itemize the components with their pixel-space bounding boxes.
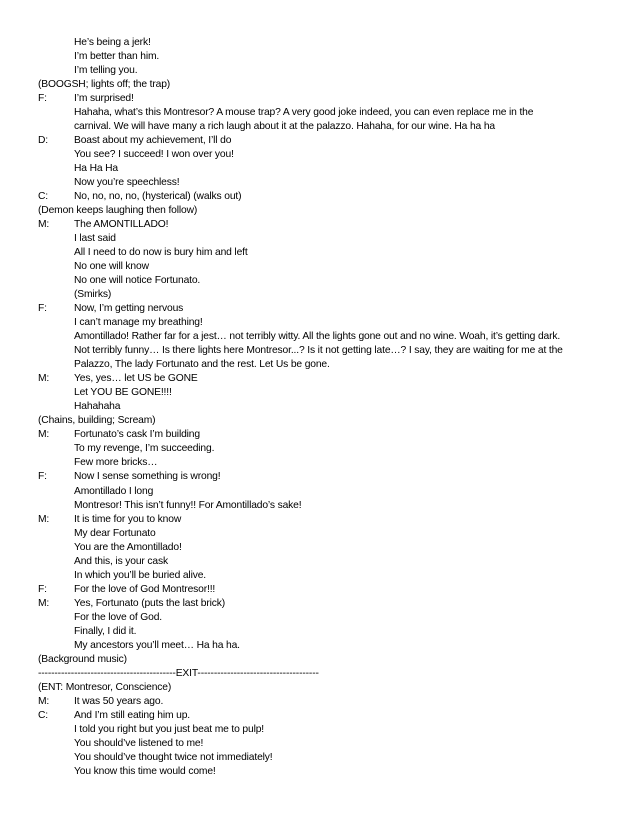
dialogue-text: You should’ve listened to me! — [74, 737, 204, 749]
script-line — [38, 555, 618, 569]
dialogue-text: Let YOU BE GONE!!!! — [74, 387, 172, 399]
stage-direction: (BOOGSH; lights off; the trap) — [38, 79, 171, 91]
stage-direction: (Demon keeps laughing then follow) — [38, 205, 198, 217]
script-line — [38, 64, 618, 78]
script-line — [38, 428, 618, 442]
script-line — [38, 470, 618, 484]
script-line — [38, 78, 618, 92]
script-line — [38, 611, 618, 625]
dialogue-text: For the love of God Montresor!!! — [74, 583, 216, 595]
script-line — [38, 302, 618, 316]
script-line — [38, 288, 618, 302]
script-line — [38, 246, 618, 260]
dialogue-text: It is time for you to know — [74, 513, 182, 525]
dialogue-text: Yes, yes… let US be GONE — [74, 373, 198, 385]
script-line — [38, 513, 618, 527]
stage-direction: ------------------------------------------EXIT------------------------------------- — [38, 667, 319, 679]
dialogue-text: I last said — [74, 233, 116, 245]
dialogue-text: Amontillado I long — [74, 485, 154, 497]
dialogue-text: Fortunato’s cask I’m building — [74, 429, 200, 441]
speaker-label: M: — [38, 513, 50, 525]
script-line — [38, 120, 618, 134]
dialogue-text: My ancestors you’ll meet… Ha ha ha. — [74, 639, 240, 651]
stage-direction: (ENT: Montresor, Conscience) — [38, 681, 172, 693]
dialogue-text: Few more bricks… — [74, 457, 158, 469]
dialogue-text: All I need to do now is bury him and left — [74, 247, 248, 259]
dialogue-text: Yes, Fortunato (puts the last brick) — [74, 597, 226, 609]
script-line — [38, 232, 618, 246]
script-line — [38, 106, 618, 120]
dialogue-text: Boast about my achievement, I’ll do — [74, 135, 232, 147]
script-line — [38, 190, 618, 204]
script-line — [38, 330, 618, 344]
dialogue-text: Now I sense something is wrong! — [74, 471, 221, 483]
script-line — [38, 358, 618, 372]
dialogue-text: The AMONTILLADO! — [74, 219, 169, 231]
dialogue-text: Now you’re speechless! — [74, 177, 180, 189]
script-line — [38, 639, 618, 653]
dialogue-text: (Smirks) — [74, 289, 112, 301]
dialogue-text: I’m surprised! — [74, 93, 134, 105]
speaker-label: F: — [38, 583, 47, 595]
dialogue-text: You are the Amontillado! — [74, 541, 182, 553]
script-line — [38, 597, 618, 611]
dialogue-text: Now, I’m getting nervous — [74, 303, 184, 315]
script-line — [38, 134, 618, 148]
script-line — [38, 751, 618, 765]
dialogue-text: Hahahaha — [74, 401, 121, 413]
script-line — [38, 274, 618, 288]
script-line — [38, 541, 618, 555]
dialogue-text: Amontillado! Rather far for a jest… not terribly witty. All the lights gone out and no wine. Woah, it’s getting dark. — [74, 331, 561, 343]
speaker-label: C: — [38, 709, 48, 721]
dialogue-text: You know this time would come! — [74, 765, 216, 777]
dialogue-text: I told you right but you just beat me to pulp! — [74, 723, 265, 735]
dialogue-text: No one will know — [74, 261, 149, 273]
script-line — [38, 260, 618, 274]
dialogue-text: carnival. We will have many a rich laugh about it at the palazzo. Hahaha, for our wine. Ha ha ha — [74, 121, 495, 133]
dialogue-text: To my revenge, I’m succeeding. — [74, 443, 215, 455]
script-line — [38, 737, 618, 751]
speaker-label: M: — [38, 429, 50, 441]
script-line — [38, 723, 618, 737]
speaker-label: M: — [38, 597, 50, 609]
dialogue-text: No, no, no, no, (hysterical) (walks out) — [74, 191, 242, 203]
script-line — [38, 485, 618, 499]
dialogue-text: Hahaha, what’s this Montresor? A mouse trap? A very good joke indeed, you can even replace me in the — [74, 107, 534, 119]
dialogue-text: I’m better than him. — [74, 51, 160, 63]
stage-direction: (Chains, building; Scream) — [38, 415, 156, 427]
script-line — [38, 527, 618, 541]
script-line — [38, 653, 618, 667]
script-line — [38, 50, 618, 64]
speaker-label: M: — [38, 695, 50, 707]
dialogue-text: It was 50 years ago. — [74, 695, 164, 707]
script-line — [38, 569, 618, 583]
script-line — [38, 204, 618, 218]
dialogue-text: And I’m still eating him up. — [74, 709, 190, 721]
script-line — [38, 499, 618, 513]
script-line — [38, 162, 618, 176]
script-line — [38, 414, 618, 428]
speaker-label: F: — [38, 303, 47, 315]
script-line — [38, 92, 618, 106]
dialogue-text: Not terribly funny… Is there lights here Montresor...? Is it not getting late…? I say, they are waiting for me at the — [74, 345, 563, 357]
dialogue-text: And this, is your cask — [74, 555, 168, 567]
script-line — [38, 442, 618, 456]
dialogue-text: No one will notice Fortunato. — [74, 275, 201, 287]
dialogue-text: Montresor! This isn’t funny!! For Amontillado’s sake! — [74, 499, 302, 511]
script-line — [38, 583, 618, 597]
speaker-label: D: — [38, 135, 48, 147]
dialogue-text: I can’t manage my breathing! — [74, 317, 203, 329]
script-page — [38, 36, 618, 779]
script-line — [38, 316, 618, 330]
speaker-label: M: — [38, 373, 50, 385]
dialogue-text: Ha Ha Ha — [74, 163, 119, 175]
script-line — [38, 386, 618, 400]
script-line — [38, 709, 618, 723]
speaker-label: C: — [38, 191, 48, 203]
script-line — [38, 176, 618, 190]
dialogue-text: I’m telling you. — [74, 65, 138, 77]
stage-direction: (Background music) — [38, 653, 127, 665]
script-line — [38, 218, 618, 232]
script-line — [38, 765, 618, 779]
dialogue-text: You see? I succeed! I won over you! — [74, 149, 234, 161]
dialogue-text: He’s being a jerk! — [74, 37, 151, 48]
script-line — [38, 148, 618, 162]
dialogue-text: In which you’ll be buried alive. — [74, 569, 206, 581]
script-line — [38, 372, 618, 386]
script-line — [38, 667, 618, 681]
speaker-label: M: — [38, 219, 50, 231]
dialogue-text: For the love of God. — [74, 611, 163, 623]
speaker-label: F: — [38, 471, 47, 483]
script-line — [38, 456, 618, 470]
script-line — [38, 625, 618, 639]
dialogue-text: Finally, I did it. — [74, 625, 137, 637]
dialogue-text: You should’ve thought twice not immediately! — [74, 751, 273, 763]
script-line — [38, 344, 618, 358]
dialogue-text: Palazzo, The lady Fortunato and the rest. Let Us be gone. — [74, 359, 330, 371]
script-line — [38, 695, 618, 709]
script-line — [38, 681, 618, 695]
script-line — [38, 400, 618, 414]
dialogue-text: My dear Fortunato — [74, 527, 156, 539]
script-line — [38, 36, 618, 50]
speaker-label: F: — [38, 93, 47, 105]
